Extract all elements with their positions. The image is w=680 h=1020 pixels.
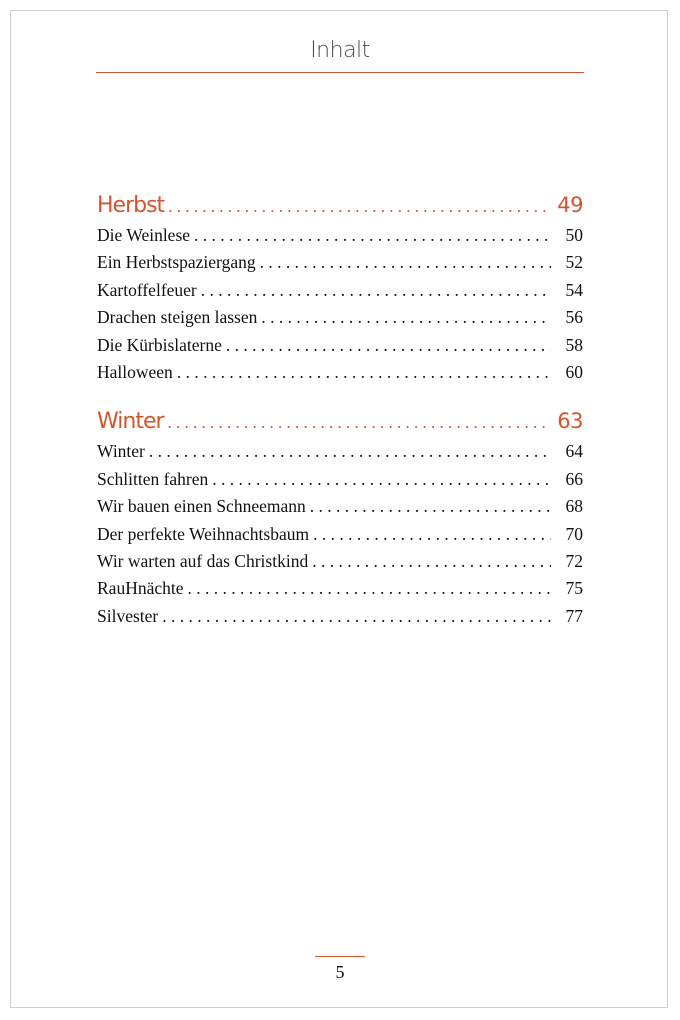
entry-page-number: 77	[565, 605, 583, 626]
entry-page-number: 60	[565, 361, 583, 382]
entry-page-number: 72	[565, 550, 583, 571]
entry-title: Winter	[97, 441, 145, 462]
dot-leader	[149, 438, 551, 465]
entry-page-number: 64	[565, 441, 583, 462]
entry-title: Der perfekte Weihnachtsbaum	[97, 523, 310, 544]
toc-heading-row[interactable]	[97, 404, 583, 438]
dot-leader	[312, 548, 551, 575]
dot-leader	[188, 575, 552, 602]
dot-leader	[194, 222, 551, 249]
toc-entry[interactable]	[97, 332, 583, 359]
toc-section-herbst	[97, 188, 583, 386]
dot-leader	[201, 277, 551, 304]
table-of-contents	[97, 188, 583, 630]
entry-title: Die Kürbislaterne	[97, 334, 222, 355]
entry-title: Wir bauen einen Schneemann	[97, 496, 306, 517]
entry-title: Wir warten auf das Christkind	[97, 550, 309, 571]
entry-page-number: 50	[565, 225, 583, 245]
entry-page-number: 58	[565, 334, 583, 355]
entry-page-number: 54	[565, 279, 583, 300]
entry-page-number: 56	[565, 307, 583, 328]
entry-title: Silvester	[97, 605, 159, 626]
footer-divider	[315, 956, 365, 957]
entry-page-number: 68	[565, 496, 583, 517]
dot-leader	[261, 304, 551, 331]
toc-entry[interactable]	[97, 304, 583, 331]
entry-title: Drachen steigen lassen	[97, 307, 258, 328]
toc-entry[interactable]	[97, 438, 583, 465]
toc-entry[interactable]	[97, 575, 583, 602]
entry-title: RauHnächte	[97, 578, 184, 599]
section-page-number: 49	[557, 193, 583, 217]
toc-entry[interactable]	[97, 493, 583, 520]
dot-leader	[212, 466, 551, 493]
toc-entry[interactable]	[97, 521, 583, 548]
entry-page-number: 70	[565, 523, 583, 544]
dot-leader	[226, 332, 551, 359]
section-heading: Winter	[97, 409, 164, 435]
entry-title: Halloween	[97, 361, 173, 382]
entry-title: Die Weinlese	[97, 225, 191, 245]
toc-entry[interactable]	[97, 603, 583, 630]
dot-leader	[260, 249, 551, 276]
toc-heading-row[interactable]	[97, 188, 583, 222]
toc-entry[interactable]	[97, 277, 583, 304]
toc-entry[interactable]	[97, 249, 583, 276]
section-heading: Herbst	[97, 193, 165, 218]
entry-page-number: 66	[565, 468, 583, 489]
dot-leader	[313, 521, 551, 548]
toc-entry[interactable]	[97, 466, 583, 493]
entry-page-number: 52	[565, 252, 583, 273]
toc-entry[interactable]	[97, 548, 583, 575]
toc-section-winter	[97, 404, 583, 630]
toc-entry[interactable]	[97, 359, 583, 386]
dot-leader	[168, 190, 547, 224]
dot-leader	[168, 406, 548, 440]
toc-entry[interactable]	[97, 222, 583, 249]
header-divider	[96, 72, 584, 73]
dot-leader	[162, 603, 551, 630]
page-number: 5	[335, 962, 345, 982]
dot-leader	[177, 359, 551, 386]
entry-title: Kartoffelfeuer	[97, 279, 197, 300]
entry-title: Ein Herbstspaziergang	[97, 252, 256, 273]
section-page-number: 63	[557, 409, 583, 434]
page-title: Inhalt	[310, 38, 370, 63]
entry-page-number: 75	[565, 578, 583, 599]
entry-title: Schlitten fahren	[97, 468, 209, 489]
dot-leader	[310, 493, 551, 520]
